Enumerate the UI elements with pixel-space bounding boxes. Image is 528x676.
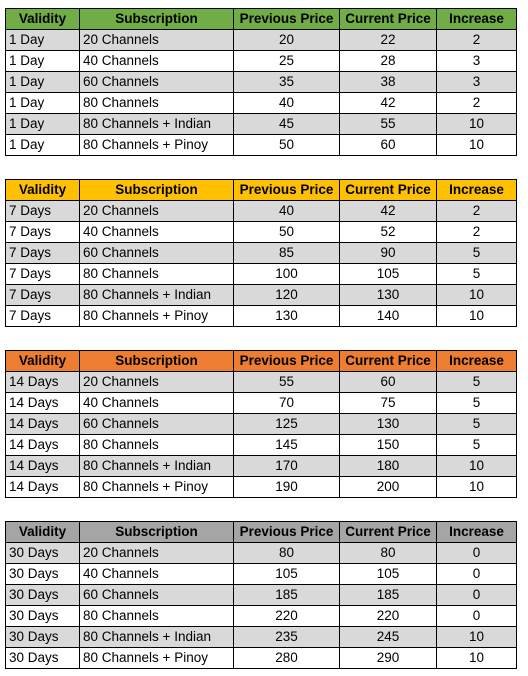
- header-subscription: Subscription: [80, 351, 234, 372]
- cell-validity: 1 Day: [6, 51, 80, 72]
- cell-current-price: 38: [340, 72, 437, 93]
- cell-current-price: 60: [340, 372, 437, 393]
- cell-current-price: 28: [340, 51, 437, 72]
- header-validity: Validity: [6, 9, 80, 30]
- cell-previous-price: 220: [234, 606, 340, 627]
- cell-current-price: 42: [340, 93, 437, 114]
- cell-current-price: 80: [340, 543, 437, 564]
- header-previous-price: Previous Price: [234, 351, 340, 372]
- cell-increase: 2: [437, 30, 517, 51]
- header-subscription: Subscription: [80, 522, 234, 543]
- header-increase: Increase: [437, 9, 517, 30]
- cell-validity: 30 Days: [6, 627, 80, 648]
- cell-increase: 2: [437, 222, 517, 243]
- cell-previous-price: 185: [234, 585, 340, 606]
- cell-previous-price: 170: [234, 456, 340, 477]
- cell-previous-price: 35: [234, 72, 340, 93]
- cell-subscription: 80 Channels + Pinoy: [80, 306, 234, 327]
- cell-increase: 10: [437, 648, 517, 669]
- table-row: [6, 264, 517, 285]
- cell-current-price: 22: [340, 30, 437, 51]
- cell-current-price: 105: [340, 564, 437, 585]
- cell-validity: 7 Days: [6, 201, 80, 222]
- cell-validity: 7 Days: [6, 264, 80, 285]
- header-row: [6, 522, 517, 543]
- cell-increase: 10: [437, 306, 517, 327]
- cell-previous-price: 50: [234, 135, 340, 156]
- cell-current-price: 75: [340, 393, 437, 414]
- cell-increase: 5: [437, 414, 517, 435]
- cell-current-price: 245: [340, 627, 437, 648]
- table-row: [6, 72, 517, 93]
- header-previous-price: Previous Price: [234, 522, 340, 543]
- cell-current-price: 52: [340, 222, 437, 243]
- cell-subscription: 20 Channels: [80, 30, 234, 51]
- header-validity: Validity: [6, 522, 80, 543]
- header-subscription: Subscription: [80, 180, 234, 201]
- table-row: [6, 222, 517, 243]
- cell-subscription: 20 Channels: [80, 543, 234, 564]
- cell-increase: 2: [437, 201, 517, 222]
- cell-previous-price: 25: [234, 51, 340, 72]
- cell-previous-price: 235: [234, 627, 340, 648]
- header-current-price: Current Price: [340, 9, 437, 30]
- cell-previous-price: 70: [234, 393, 340, 414]
- cell-validity: 14 Days: [6, 393, 80, 414]
- cell-validity: 30 Days: [6, 585, 80, 606]
- cell-current-price: 90: [340, 243, 437, 264]
- table-row: [6, 51, 517, 72]
- cell-increase: 5: [437, 435, 517, 456]
- cell-validity: 1 Day: [6, 135, 80, 156]
- cell-increase: 5: [437, 264, 517, 285]
- table-row: [6, 627, 517, 648]
- cell-increase: 3: [437, 72, 517, 93]
- table-row: [6, 477, 517, 498]
- cell-validity: 14 Days: [6, 414, 80, 435]
- cell-subscription: 80 Channels: [80, 264, 234, 285]
- cell-subscription: 80 Channels + Indian: [80, 456, 234, 477]
- cell-increase: 10: [437, 285, 517, 306]
- table-row: [6, 606, 517, 627]
- cell-previous-price: 40: [234, 93, 340, 114]
- cell-current-price: 55: [340, 114, 437, 135]
- price-table-7-days: [5, 179, 517, 327]
- cell-subscription: 80 Channels: [80, 606, 234, 627]
- header-increase: Increase: [437, 351, 517, 372]
- cell-subscription: 80 Channels + Pinoy: [80, 477, 234, 498]
- cell-previous-price: 120: [234, 285, 340, 306]
- cell-subscription: 80 Channels + Pinoy: [80, 135, 234, 156]
- cell-current-price: 60: [340, 135, 437, 156]
- cell-previous-price: 105: [234, 564, 340, 585]
- table-row: [6, 393, 517, 414]
- cell-current-price: 220: [340, 606, 437, 627]
- cell-validity: 1 Day: [6, 93, 80, 114]
- cell-subscription: 40 Channels: [80, 222, 234, 243]
- cell-validity: 14 Days: [6, 456, 80, 477]
- table-row: [6, 135, 517, 156]
- header-validity: Validity: [6, 180, 80, 201]
- cell-validity: 7 Days: [6, 285, 80, 306]
- cell-validity: 7 Days: [6, 243, 80, 264]
- cell-increase: 2: [437, 93, 517, 114]
- cell-validity: 1 Day: [6, 72, 80, 93]
- table-row: [6, 585, 517, 606]
- cell-validity: 14 Days: [6, 435, 80, 456]
- cell-current-price: 130: [340, 285, 437, 306]
- price-table-14-days: [5, 350, 517, 498]
- cell-increase: 10: [437, 114, 517, 135]
- cell-subscription: 60 Channels: [80, 72, 234, 93]
- cell-previous-price: 45: [234, 114, 340, 135]
- table-row: [6, 564, 517, 585]
- cell-previous-price: 125: [234, 414, 340, 435]
- header-current-price: Current Price: [340, 522, 437, 543]
- table-row: [6, 114, 517, 135]
- cell-previous-price: 280: [234, 648, 340, 669]
- cell-increase: 5: [437, 372, 517, 393]
- cell-increase: 5: [437, 243, 517, 264]
- cell-increase: 0: [437, 606, 517, 627]
- cell-subscription: 80 Channels + Pinoy: [80, 648, 234, 669]
- cell-current-price: 105: [340, 264, 437, 285]
- cell-subscription: 40 Channels: [80, 393, 234, 414]
- table-row: [6, 306, 517, 327]
- cell-subscription: 60 Channels: [80, 414, 234, 435]
- price-table-30-days: [5, 521, 517, 669]
- table-row: [6, 372, 517, 393]
- cell-current-price: 180: [340, 456, 437, 477]
- cell-validity: 7 Days: [6, 222, 80, 243]
- cell-current-price: 140: [340, 306, 437, 327]
- cell-previous-price: 145: [234, 435, 340, 456]
- header-previous-price: Previous Price: [234, 180, 340, 201]
- cell-validity: 30 Days: [6, 606, 80, 627]
- cell-subscription: 80 Channels + Indian: [80, 114, 234, 135]
- cell-validity: 1 Day: [6, 114, 80, 135]
- cell-validity: 30 Days: [6, 564, 80, 585]
- cell-current-price: 200: [340, 477, 437, 498]
- cell-increase: 10: [437, 477, 517, 498]
- cell-increase: 3: [437, 51, 517, 72]
- table-row: [6, 543, 517, 564]
- cell-increase: 10: [437, 456, 517, 477]
- cell-subscription: 20 Channels: [80, 372, 234, 393]
- cell-validity: 14 Days: [6, 372, 80, 393]
- header-validity: Validity: [6, 351, 80, 372]
- header-increase: Increase: [437, 522, 517, 543]
- cell-previous-price: 55: [234, 372, 340, 393]
- cell-previous-price: 20: [234, 30, 340, 51]
- cell-increase: 5: [437, 393, 517, 414]
- cell-validity: 14 Days: [6, 477, 80, 498]
- cell-increase: 0: [437, 585, 517, 606]
- cell-validity: 7 Days: [6, 306, 80, 327]
- table-row: [6, 435, 517, 456]
- header-previous-price: Previous Price: [234, 9, 340, 30]
- cell-current-price: 290: [340, 648, 437, 669]
- cell-current-price: 150: [340, 435, 437, 456]
- header-row: [6, 9, 517, 30]
- cell-increase: 0: [437, 543, 517, 564]
- cell-subscription: 80 Channels: [80, 435, 234, 456]
- cell-increase: 0: [437, 564, 517, 585]
- cell-current-price: 42: [340, 201, 437, 222]
- header-subscription: Subscription: [80, 9, 234, 30]
- cell-subscription: 80 Channels: [80, 93, 234, 114]
- cell-increase: 10: [437, 135, 517, 156]
- cell-previous-price: 100: [234, 264, 340, 285]
- cell-subscription: 80 Channels + Indian: [80, 285, 234, 306]
- cell-subscription: 40 Channels: [80, 564, 234, 585]
- cell-previous-price: 80: [234, 543, 340, 564]
- cell-previous-price: 85: [234, 243, 340, 264]
- price-table-1-day: [5, 8, 517, 156]
- table-row: [6, 93, 517, 114]
- table-row: [6, 456, 517, 477]
- cell-subscription: 20 Channels: [80, 201, 234, 222]
- cell-subscription: 60 Channels: [80, 585, 234, 606]
- table-row: [6, 243, 517, 264]
- cell-subscription: 60 Channels: [80, 243, 234, 264]
- table-row: [6, 648, 517, 669]
- cell-subscription: 80 Channels + Indian: [80, 627, 234, 648]
- header-row: [6, 180, 517, 201]
- cell-previous-price: 130: [234, 306, 340, 327]
- table-row: [6, 285, 517, 306]
- cell-previous-price: 50: [234, 222, 340, 243]
- cell-validity: 1 Day: [6, 30, 80, 51]
- table-row: [6, 30, 517, 51]
- table-row: [6, 201, 517, 222]
- header-increase: Increase: [437, 180, 517, 201]
- cell-current-price: 185: [340, 585, 437, 606]
- table-row: [6, 414, 517, 435]
- cell-validity: 30 Days: [6, 648, 80, 669]
- cell-subscription: 40 Channels: [80, 51, 234, 72]
- cell-current-price: 130: [340, 414, 437, 435]
- cell-increase: 10: [437, 627, 517, 648]
- cell-previous-price: 190: [234, 477, 340, 498]
- header-row: [6, 351, 517, 372]
- header-current-price: Current Price: [340, 180, 437, 201]
- header-current-price: Current Price: [340, 351, 437, 372]
- cell-validity: 30 Days: [6, 543, 80, 564]
- cell-previous-price: 40: [234, 201, 340, 222]
